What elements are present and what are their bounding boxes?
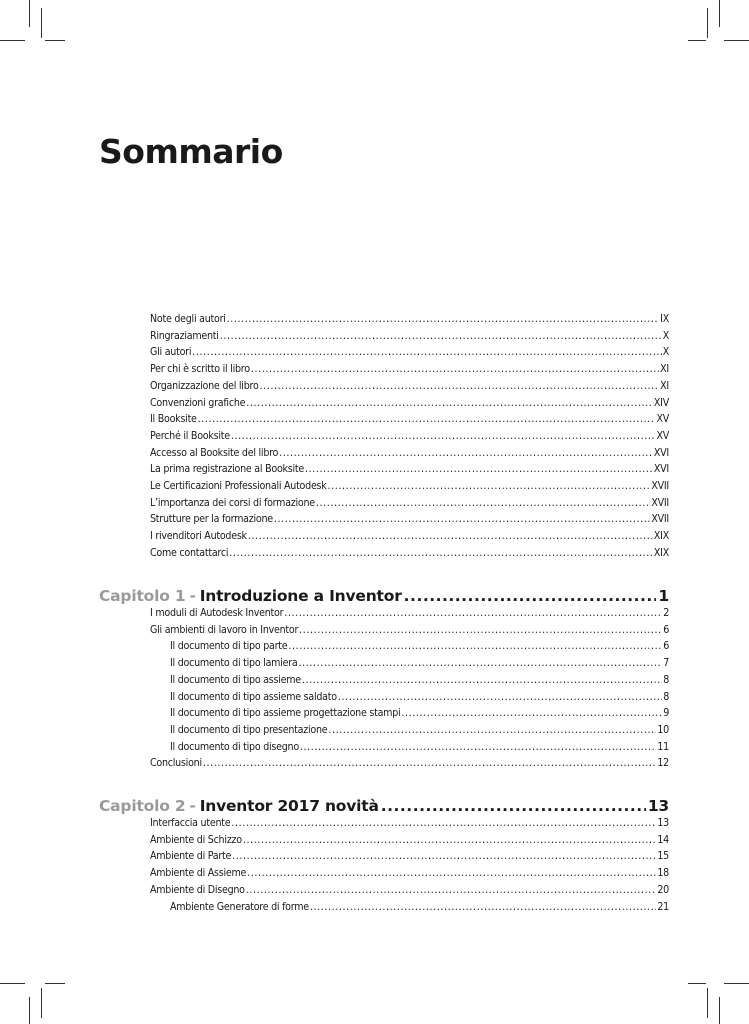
chapter-page: 1 <box>658 587 669 605</box>
dot-leader <box>251 362 659 376</box>
dot-leader <box>203 756 657 770</box>
dot-leader <box>274 512 650 526</box>
toc-entry-title: Gli ambienti di lavoro in Inventor <box>150 623 299 636</box>
toc-entry-title: Il Booksite <box>150 413 197 426</box>
dot-leader <box>404 586 657 606</box>
toc-entry-title: Il documento di tipo assieme saldato <box>170 690 337 703</box>
toc-entry-title: Come contattarci <box>150 546 229 559</box>
toc-entry[interactable] <box>150 512 669 526</box>
dot-leader <box>300 740 656 754</box>
crop-mark <box>0 40 25 41</box>
dot-leader <box>227 312 660 326</box>
dot-leader <box>328 479 651 493</box>
dot-leader <box>246 883 657 897</box>
dot-leader <box>328 723 656 737</box>
toc-entry-page: 8 <box>663 690 669 703</box>
page-title: Sommario <box>99 132 283 171</box>
dot-leader <box>243 833 657 847</box>
toc-entry[interactable] <box>150 379 669 393</box>
crop-mark <box>724 40 749 41</box>
dot-leader <box>284 606 662 620</box>
crop-mark <box>707 988 708 1018</box>
toc-entry-page: 9 <box>663 707 669 720</box>
toc-entry-page: 8 <box>663 673 669 686</box>
toc-entry-page: X <box>662 346 669 359</box>
dot-leader <box>198 412 656 426</box>
toc-entry-title: La prima registrazione al Booksite <box>150 463 305 476</box>
toc-entry-title: Convenzioni grafiche <box>150 396 246 409</box>
toc-entry[interactable] <box>170 900 669 914</box>
dot-leader <box>260 379 660 393</box>
toc-entry-page: XI <box>660 363 669 376</box>
toc-entry-title: Il documento di tipo assieme progettazione stampi <box>170 707 401 720</box>
toc-entry-page: XIX <box>653 546 669 559</box>
dot-leader <box>288 639 662 653</box>
toc-entry-title: Il documento di tipo parte <box>170 640 288 653</box>
crop-mark <box>41 988 42 1018</box>
toc-entry[interactable] <box>150 833 669 847</box>
dot-leader <box>316 496 650 510</box>
toc-entry[interactable] <box>150 866 669 880</box>
dot-leader <box>338 690 662 704</box>
dot-leader <box>381 796 646 816</box>
toc-entry-page: X <box>662 329 669 342</box>
chapter-separator: - <box>189 587 196 605</box>
toc-entry-page: XV <box>656 429 669 442</box>
toc-entry-title: Note degli autori <box>150 313 226 325</box>
chapter-title: Introduzione a Inventor <box>199 587 402 605</box>
crop-mark <box>724 983 749 984</box>
toc-entry-page: XIX <box>653 530 669 543</box>
toc-entry[interactable] <box>150 429 669 443</box>
toc-entry[interactable] <box>170 723 669 737</box>
chapter-heading[interactable] <box>99 586 669 606</box>
dot-leader <box>401 706 662 720</box>
toc-entry-title: Gli autori <box>150 346 192 359</box>
dot-leader <box>299 656 663 670</box>
toc-entry[interactable] <box>150 606 669 620</box>
chapter-page: 13 <box>647 797 669 815</box>
dot-leader <box>232 849 656 863</box>
toc-entry[interactable] <box>170 690 669 704</box>
toc-entry-title: Ambiente di Disegno <box>150 883 245 896</box>
toc-entry[interactable] <box>170 673 669 687</box>
crop-mark <box>45 983 65 984</box>
toc-entry-title: Perché il Booksite <box>150 429 230 442</box>
dot-leader <box>299 623 662 637</box>
crop-mark <box>41 8 42 38</box>
toc-entry-page: IX <box>660 313 669 325</box>
toc-entry-title: Ringraziamenti <box>150 329 219 342</box>
toc-entry[interactable] <box>170 639 669 653</box>
chapter-separator: - <box>189 797 196 815</box>
toc-entry-page: 6 <box>663 640 669 653</box>
toc-entry[interactable] <box>150 362 669 376</box>
toc-entry[interactable] <box>170 740 669 754</box>
toc-entry[interactable] <box>150 446 669 460</box>
toc-entry-title: Il documento di tipo disegno <box>170 740 299 753</box>
toc-entry-title: Ambiente Generatore di forme <box>170 900 309 913</box>
toc-entry-title: Le Certificazioni Professionali Autodesk <box>150 480 327 492</box>
toc-entry-title: Il documento di tipo assieme <box>170 673 301 686</box>
toc-entry-title: I rivenditori Autodesk <box>150 530 247 543</box>
toc-entry-page: 7 <box>663 657 669 670</box>
toc-entry-page: 13 <box>657 817 669 829</box>
toc-entry-page: XVI <box>653 463 669 476</box>
toc-entry-title: Interfaccia utente <box>150 817 231 829</box>
crop-mark <box>29 997 30 1024</box>
toc-entry-page: 10 <box>657 723 669 736</box>
toc-entry[interactable] <box>170 656 669 670</box>
toc-entry-title: Per chi è scritto il libro <box>150 363 250 376</box>
toc-entry[interactable] <box>150 849 669 863</box>
toc-entry[interactable] <box>150 816 669 830</box>
toc-entry-page: 20 <box>657 883 669 896</box>
toc-entry-page: 18 <box>657 867 669 880</box>
toc-entry[interactable] <box>150 462 669 476</box>
crop-mark <box>688 40 706 41</box>
dot-leader <box>231 816 656 830</box>
dot-leader <box>229 546 653 560</box>
toc-entry[interactable] <box>150 756 669 770</box>
crop-mark <box>45 40 65 41</box>
toc-entry[interactable] <box>150 412 669 426</box>
toc-entry-title: Conclusioni <box>150 757 202 770</box>
toc-entry-page: XVI <box>653 446 669 459</box>
toc-entry-title: Ambiente di Schizzo <box>150 833 242 846</box>
toc-entry-page: 2 <box>663 607 669 619</box>
dot-leader <box>279 446 653 460</box>
toc-entry-title: Il documento di tipo presentazione <box>170 723 328 736</box>
toc-entry[interactable] <box>150 396 669 410</box>
toc-entry-page: 21 <box>657 900 669 913</box>
toc-entry-title: Ambiente di Assieme <box>150 867 247 880</box>
dot-leader <box>247 866 656 880</box>
toc-entry-page: XVII <box>651 513 669 526</box>
toc-entry[interactable] <box>150 345 669 359</box>
dot-leader <box>192 345 661 359</box>
dot-leader <box>248 529 653 543</box>
toc-entry-page: 6 <box>663 623 669 636</box>
toc-entry-title: Accesso al Booksite del libro <box>150 446 279 459</box>
dot-leader <box>305 462 653 476</box>
toc-entry-page: XV <box>656 413 669 426</box>
toc-entry-page: 14 <box>657 833 669 846</box>
toc-entry[interactable] <box>170 706 669 720</box>
chapter-label: Capitolo 2 <box>99 797 186 815</box>
crop-mark <box>688 983 706 984</box>
toc-entry[interactable] <box>150 312 669 326</box>
toc-entry-title: Organizzazione del libro <box>150 379 259 392</box>
crop-mark <box>29 0 30 27</box>
toc-entry-page: XI <box>660 379 669 392</box>
toc-entry-title: Il documento di tipo lamiera <box>170 657 298 670</box>
toc-entry-page: XVII <box>651 480 669 492</box>
toc-entry-page: 12 <box>657 757 669 770</box>
toc-entry[interactable] <box>150 546 669 560</box>
dot-leader <box>220 329 662 343</box>
toc-entry-title: L’importanza dei corsi di formazione <box>150 496 315 509</box>
dot-leader <box>231 429 656 443</box>
toc-entry-page: XVII <box>651 496 669 509</box>
dot-leader <box>302 673 662 687</box>
chapter-label: Capitolo 1 <box>99 587 186 605</box>
toc-entry[interactable] <box>150 883 669 897</box>
chapter-title: Inventor 2017 novità <box>199 797 379 815</box>
crop-mark <box>0 983 25 984</box>
toc-entry-page: 15 <box>657 850 669 863</box>
crop-mark <box>719 0 720 27</box>
toc-entry-title: Ambiente di Parte <box>150 850 232 863</box>
chapter-heading[interactable] <box>99 796 669 816</box>
dot-leader <box>246 396 653 410</box>
toc-entry[interactable] <box>150 623 669 637</box>
toc-entry[interactable] <box>150 529 669 543</box>
crop-mark <box>719 997 720 1024</box>
toc-entry-title: Strutture per la formazione <box>150 513 273 526</box>
toc-entry[interactable] <box>150 496 669 510</box>
toc-entry-page: XIV <box>653 396 669 409</box>
toc-entry-page: 11 <box>657 740 669 753</box>
toc-entry-title: I moduli di Autodesk Inventor <box>150 607 284 619</box>
dot-leader <box>310 900 656 914</box>
crop-mark <box>707 8 708 38</box>
toc-entry[interactable] <box>150 479 669 493</box>
toc-entry[interactable] <box>150 329 669 343</box>
